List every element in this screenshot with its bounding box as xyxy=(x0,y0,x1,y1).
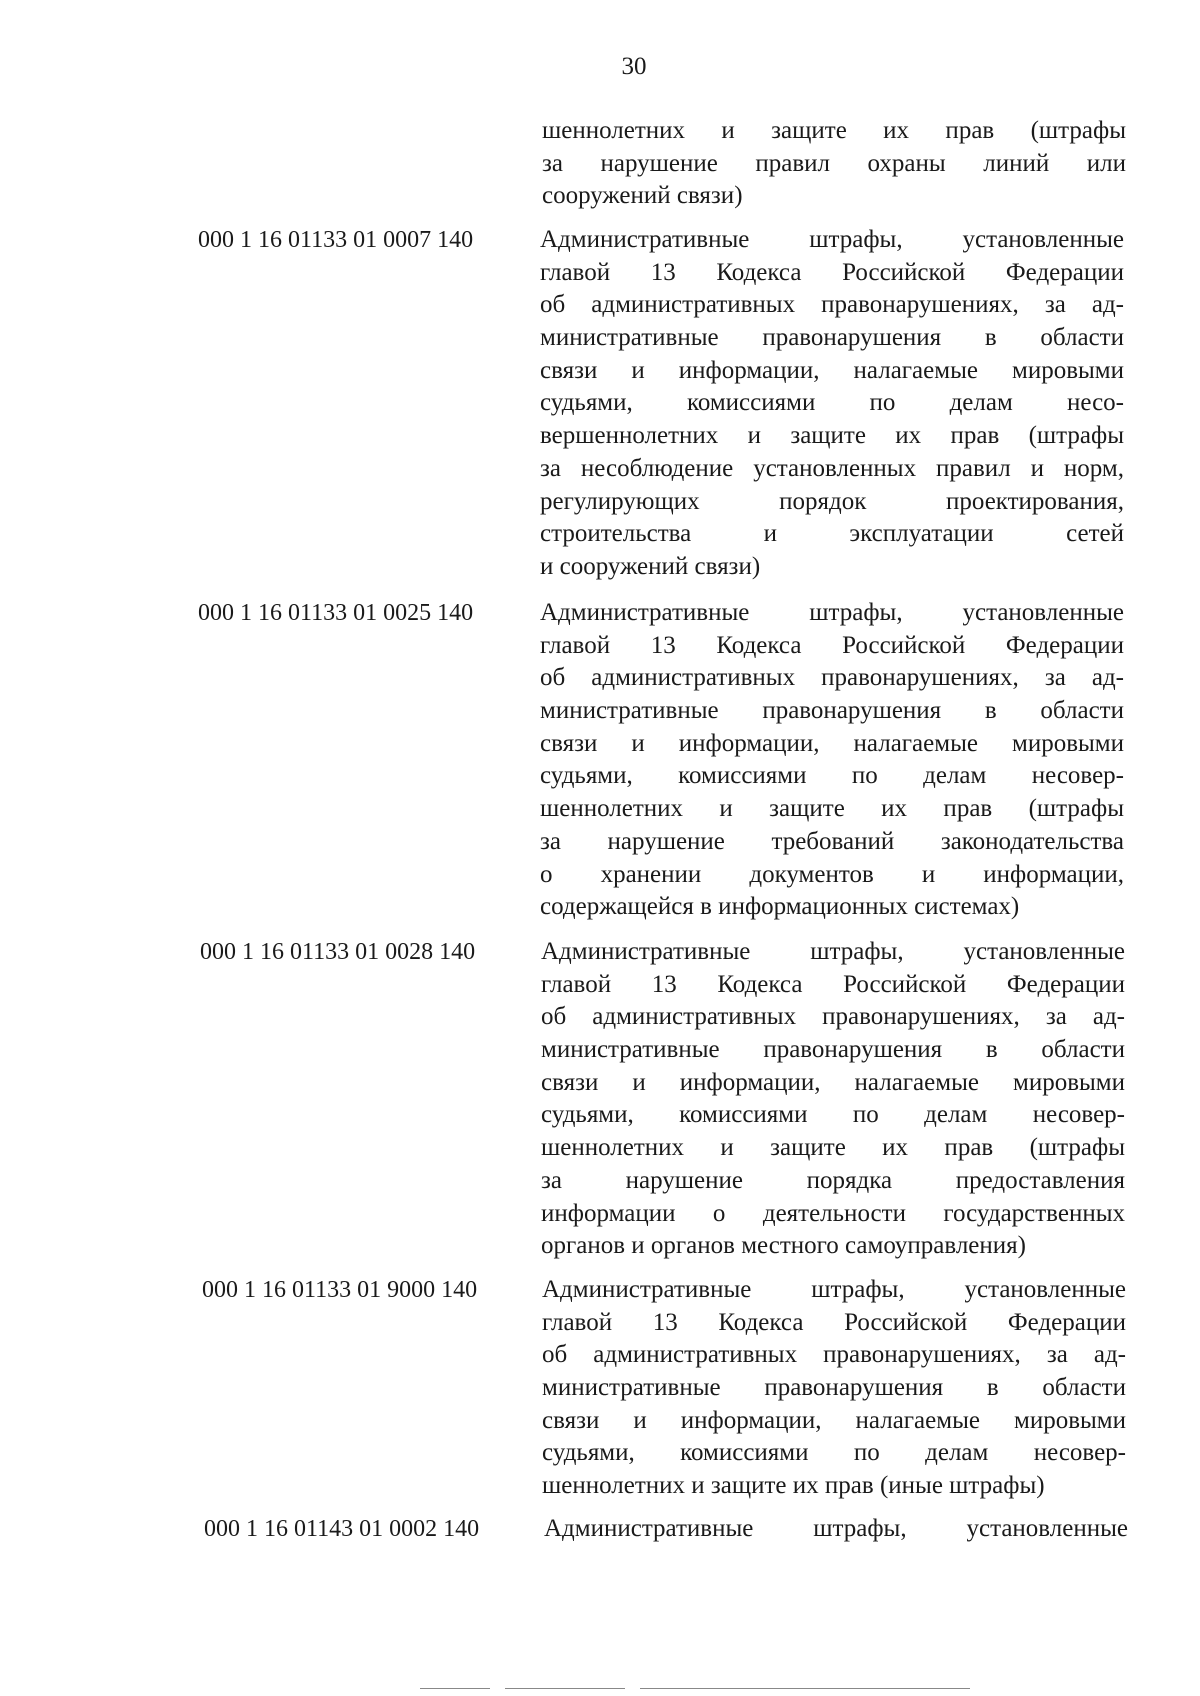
desc-line: шеннолетних и защите их прав (штрафы xyxy=(541,1134,1125,1162)
row-description xyxy=(542,1274,1126,1503)
desc-line: министративные правонарушения в области xyxy=(540,697,1124,725)
budget-classification-code: 000 1 16 01143 01 0002 140 xyxy=(204,1516,480,1542)
row-description xyxy=(541,936,1125,1263)
desc-line: главой 13 Кодекса Российской Федерации xyxy=(542,1308,1126,1336)
desc-line: судьями, комиссиями по делам несовер- xyxy=(542,1439,1126,1467)
desc-line: информации о деятельности государственных xyxy=(541,1199,1125,1227)
desc-line: связи и информации, налагаемые мировыми xyxy=(542,1406,1126,1434)
footer-rule xyxy=(505,1688,625,1689)
desc-line: шеннолетних и защите их прав (штрафы xyxy=(540,795,1124,823)
desc-line: Административные штрафы, установленные xyxy=(541,938,1125,965)
desc-line: за нарушение требований законодательства xyxy=(540,827,1124,855)
desc-line: связи и информации, налагаемые мировыми xyxy=(541,1068,1125,1096)
budget-classification-code: 000 1 16 01133 01 9000 140 xyxy=(202,1277,478,1303)
desc-line: об административных правонарушениях, за ад- xyxy=(540,291,1124,319)
desc-line: вершеннолетних и защите их прав (штрафы xyxy=(540,422,1124,450)
budget-classification-code: 000 1 16 01133 01 0028 140 xyxy=(200,939,476,965)
desc-line: сооружений связи) xyxy=(542,182,743,210)
desc-line: министративные правонарушения в области xyxy=(541,1036,1125,1064)
desc-line: Административные штрафы, установленные xyxy=(540,599,1124,626)
row-description xyxy=(540,224,1124,584)
desc-line: Административные штрафы, установленные xyxy=(544,1515,1128,1542)
desc-line: строительства и эксплуатации сетей xyxy=(540,520,1124,548)
desc-line: судьями, комиссиями по делам несовер- xyxy=(540,762,1124,790)
desc-line: главой 13 Кодекса Российской Федерации xyxy=(540,258,1124,286)
desc-line: министративные правонарушения в области xyxy=(542,1374,1126,1402)
desc-line: за нарушение порядка предоставления xyxy=(541,1166,1125,1194)
desc-line: шеннолетних и защите их прав (штрафы xyxy=(542,117,1126,144)
desc-line: и сооружений связи) xyxy=(540,552,761,580)
desc-line: о хранении документов и информации, xyxy=(540,860,1124,888)
budget-classification-code: 000 1 16 01133 01 0007 140 xyxy=(198,227,474,253)
desc-line: связи и информации, налагаемые мировыми xyxy=(540,729,1124,757)
page-number: 30 xyxy=(621,53,647,80)
desc-line: об административных правонарушениях, за ад- xyxy=(540,664,1124,692)
desc-line: за несоблюдение установленных правил и норм, xyxy=(540,454,1124,482)
budget-classification-code: 000 1 16 01133 01 0025 140 xyxy=(198,600,474,626)
desc-line: министративные правонарушения в области xyxy=(540,324,1124,352)
desc-line: главой 13 Кодекса Российской Федерации xyxy=(540,631,1124,659)
desc-line: Административные штрафы, установленные xyxy=(540,226,1124,253)
row-description xyxy=(540,597,1124,924)
desc-line: об административных правонарушениях, за ад- xyxy=(542,1341,1126,1369)
footer-rule xyxy=(640,1688,970,1689)
desc-line: органов и органов местного самоуправления) xyxy=(541,1232,1026,1260)
desc-line: шеннолетних и защите их прав (иные штрафы) xyxy=(542,1472,1045,1500)
desc-line: судьями, комиссиями по делам несовер- xyxy=(541,1101,1125,1129)
desc-line: регулирующих порядок проектирования, xyxy=(540,487,1124,515)
footer-rule xyxy=(420,1688,490,1689)
desc-line: Административные штрафы, установленные xyxy=(542,1276,1126,1303)
desc-line: об административных правонарушениях, за ад- xyxy=(541,1003,1125,1031)
row-description xyxy=(544,1513,1128,1546)
desc-line: содержащейся в информационных системах) xyxy=(540,893,1020,921)
desc-line: судьями, комиссиями по делам несо- xyxy=(540,389,1124,417)
desc-line: за нарушение правил охраны линий или xyxy=(542,149,1126,177)
desc-line: главой 13 Кодекса Российской Федерации xyxy=(541,970,1125,998)
desc-line: связи и информации, налагаемые мировыми xyxy=(540,356,1124,384)
row-description xyxy=(542,115,1126,213)
